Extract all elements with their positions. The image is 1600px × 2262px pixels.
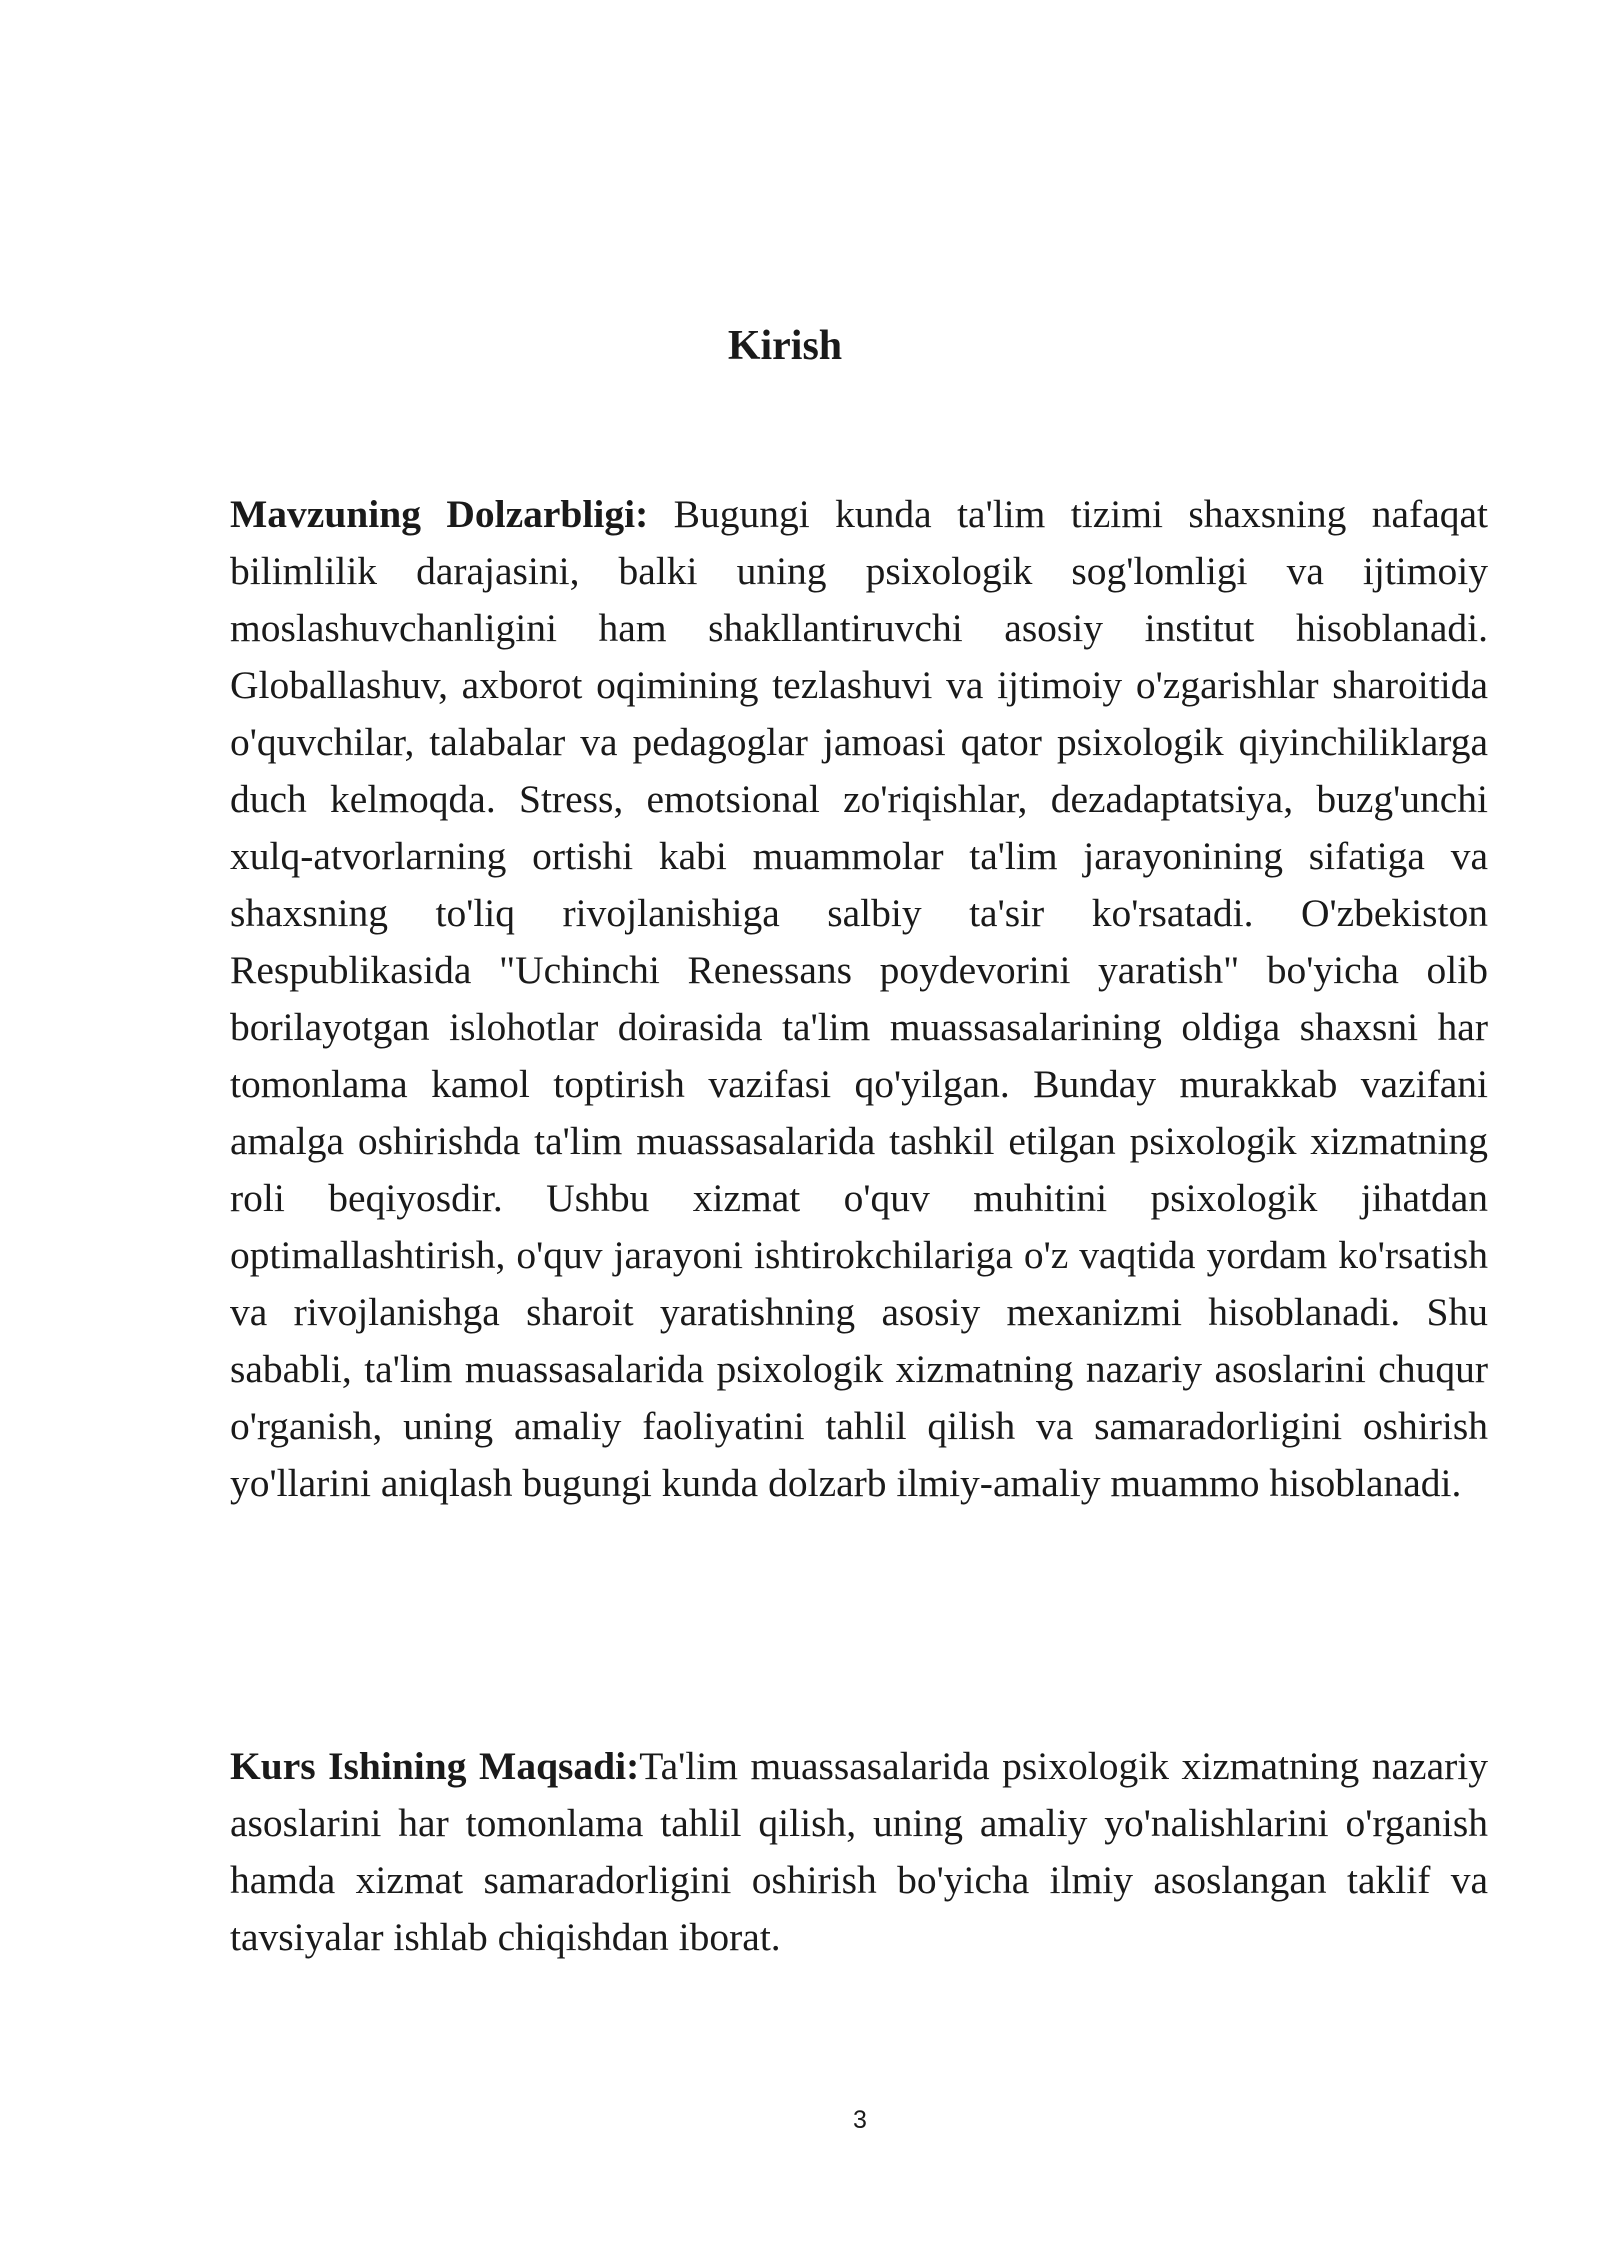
relevance-text: Bugungi kunda ta'lim tizimi shaxsning nafaqat bilimlilik darajasini, balki uning psixologik sog'lomligi va ijtimoiy moslashuvchanligini ham shakllantiruvchi asosiy institut hisoblanadi. Globallashuv, axborot oqimining tezlashuvi va ijtimoiy o'zgarishlar sharoitida o'quvchilar, talabalar va pedagoglar jamoasi qator psixologik qiyinchiliklarga duch kelmoqda. Stress, emotsional zo'riqishlar, dezadaptatsiya, buzg'unchi xulq-atvorlarning ortishi kabi muammolar ta'lim jarayonining sifatiga va shaxsning to'liq rivojlanishiga salbiy ta'sir ko'rsatadi. O'zbekiston Respublikasida "Uchinchi Renessans poydevorini yaratish" bo'yicha olib borilayotgan islohotlar doirasida ta'lim muassasalarining oldiga shaxsni har tomonlama kamol toptirish vazifasi qo'yilgan. Bunday murakkab vazifani amalga oshirishda ta'lim muassasalarida tashkil etilgan psixologik xizmatning roli beqiyosdir. Ushbu xizmat o'quv muhitini psixologik jihatdan optimallashtirish, o'quv jarayoni ishtirokchilariga o'z vaqtida yordam ko'rsatish va rivojlanishga sharoit yaratishning asosiy mexanizmi hisoblanadi. Shu sababli, ta'lim muassasalarida psixologik xizmatning nazariy asoslarini chuqur o'rganish, uning amaliy faoliyatini tahlil qilish va samaradorligini oshirish yo'llarini aniqlash bugungi kunda dolzarb ilmiy-amaliy muammo hisoblanadi. — [230, 492, 1488, 1505]
goal-text: Ta'lim muassasalarida psixologik xizmatning nazariy asoslarini har tomonlama tahlil qilish, uning amaliy yo'nalishlarini o'rganish hamda xizmat samaradorligini oshirish bo'yicha ilmiy asoslangan taklif va tavsiyalar ishlab chiqishdan iborat. — [230, 1744, 1488, 1959]
page-number: 3 — [853, 2106, 867, 2134]
goal-paragraph — [230, 1738, 1488, 1966]
goal-heading: Kurs Ishining Maqsadi: — [230, 1744, 640, 1788]
relevance-paragraph — [230, 486, 1488, 1512]
page-title: Kirish — [727, 323, 843, 369]
relevance-heading: Mavzuning Dolzarbligi: — [230, 492, 649, 536]
